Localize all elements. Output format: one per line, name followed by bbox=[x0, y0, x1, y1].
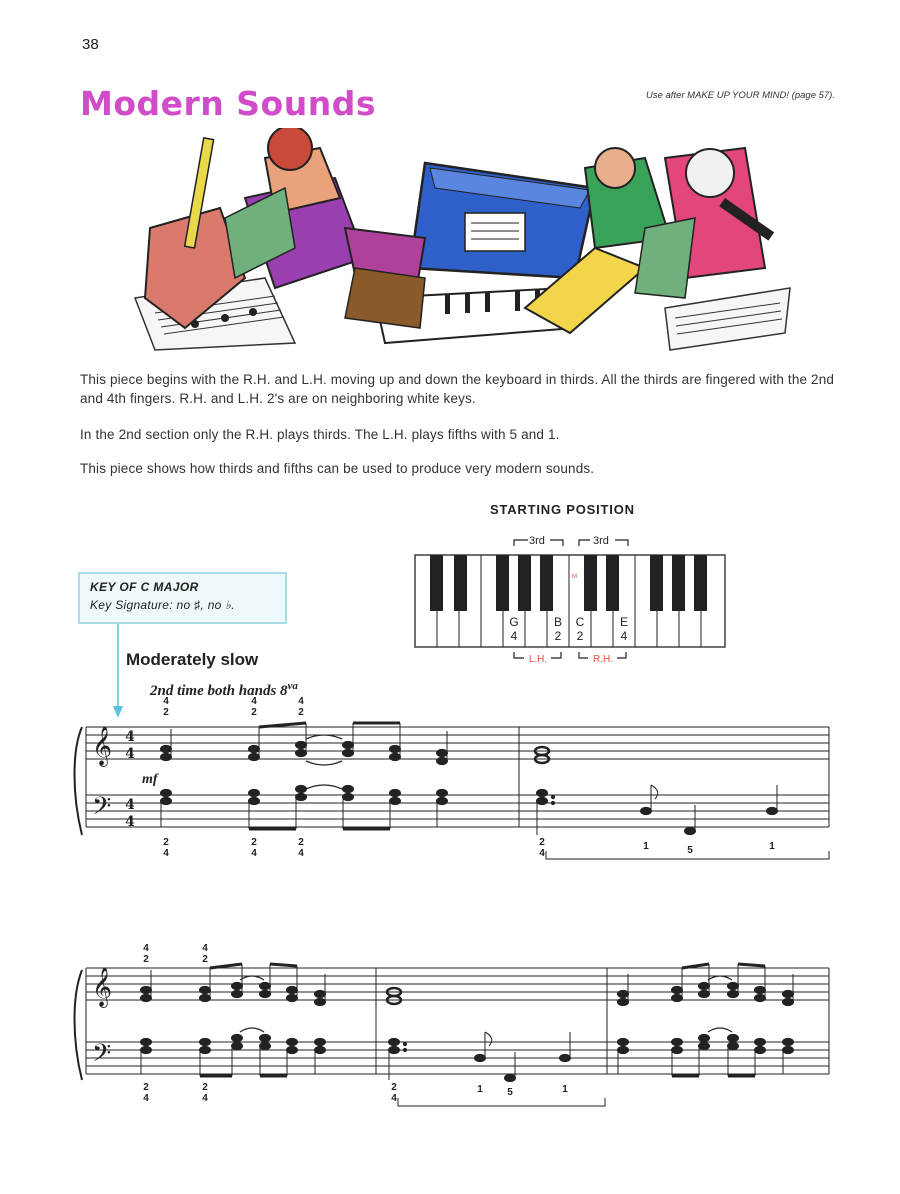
starting-position-keyboard bbox=[410, 530, 730, 670]
fingering-lh-bottom-1: 4 bbox=[163, 848, 169, 859]
key-note-c: C bbox=[575, 615, 585, 629]
s2-fingering-rh-top-2: 4 bbox=[202, 943, 208, 954]
music-system-2 bbox=[72, 940, 834, 1112]
fingering-lh-fifth-3: 1 bbox=[769, 841, 775, 852]
key-note-b: B bbox=[553, 615, 563, 629]
s2-fingering-rh-top-1: 4 bbox=[143, 943, 149, 954]
hand-label-left: L.H. bbox=[528, 654, 548, 665]
s2-fingering-lh-top-2: 2 bbox=[202, 1082, 208, 1093]
interval-label-rh: 3rd bbox=[593, 535, 609, 547]
key-finger-c: 2 bbox=[576, 629, 584, 643]
intro-paragraph-2: In the 2nd section only the R.H. plays thirds. The L.H. plays fifths with 5 and 1. bbox=[80, 427, 560, 442]
s2-fingering-rh-bottom-2: 2 bbox=[202, 954, 208, 965]
key-note-e: E bbox=[619, 615, 629, 629]
time-signature-treble-top: 4 bbox=[125, 729, 135, 745]
s2-fingering-lh-fifth-3: 1 bbox=[562, 1084, 568, 1095]
musicians-illustration bbox=[125, 128, 795, 353]
fingering-lh-fifth-1: 1 bbox=[643, 841, 649, 852]
starting-position-label: STARTING POSITION bbox=[490, 502, 635, 517]
fingering-rh-top-1: 4 bbox=[163, 696, 169, 707]
dynamic-marking: mf bbox=[142, 772, 158, 787]
bass-clef-icon: 𝄢 bbox=[92, 792, 112, 827]
fingering-lh-top-2: 2 bbox=[251, 837, 257, 848]
key-signature-box bbox=[78, 572, 287, 624]
page-title: Modern Sounds bbox=[80, 84, 376, 123]
fingering-lh-top-4: 2 bbox=[539, 837, 545, 848]
fingering-rh-top-3: 4 bbox=[298, 696, 304, 707]
performance-note-text: 2nd time both hands 8 bbox=[150, 683, 288, 699]
fingering-lh-bottom-2: 4 bbox=[251, 848, 257, 859]
key-finger-e: 4 bbox=[620, 629, 628, 643]
treble-clef-icon: 𝄞 bbox=[92, 726, 113, 766]
fingering-lh-top-1: 2 bbox=[163, 837, 169, 848]
intro-paragraph-3: This piece shows how thirds and fifths can be used to produce very modern sounds. bbox=[80, 461, 595, 476]
fingering-lh-top-3: 2 bbox=[298, 837, 304, 848]
time-signature-bass-bottom: 4 bbox=[125, 814, 135, 830]
s2-fingering-lh-fifth-2: 5 bbox=[507, 1087, 513, 1098]
key-signature-text: Key Signature: no ♯, no ♭. bbox=[90, 598, 235, 612]
time-signature-bass-top: 4 bbox=[125, 797, 135, 813]
s2-fingering-lh-top-3: 2 bbox=[391, 1082, 397, 1093]
key-finger-g: 4 bbox=[510, 629, 518, 643]
fingering-lh-bottom-4: 4 bbox=[539, 848, 545, 859]
intro-paragraph-1: This piece begins with the R.H. and L.H. moving up and down the keyboard in thirds. All the thirds are fingered with the 2nd and 4th fingers. R.H. and L.H. 2's are on neighboring white keys. bbox=[80, 372, 835, 406]
s2-fingering-lh-bottom-3: 4 bbox=[391, 1093, 397, 1104]
key-note-g: G bbox=[509, 615, 519, 629]
middle-c-marker: M bbox=[572, 574, 577, 580]
s2-treble-clef-icon: 𝄞 bbox=[92, 967, 113, 1007]
s2-fingering-lh-top-1: 2 bbox=[143, 1082, 149, 1093]
fingering-rh-top-2: 4 bbox=[251, 696, 257, 707]
tempo-marking: Moderately slow bbox=[126, 650, 259, 669]
fingering-rh-bottom-3: 2 bbox=[298, 707, 304, 718]
s2-fingering-lh-bottom-1: 4 bbox=[143, 1093, 149, 1104]
interval-label-lh: 3rd bbox=[529, 535, 545, 547]
fingering-lh-fifth-2: 5 bbox=[687, 845, 693, 856]
s2-fingering-lh-bottom-2: 4 bbox=[202, 1093, 208, 1104]
music-system-1 bbox=[72, 695, 834, 865]
fingering-rh-bottom-1: 2 bbox=[163, 707, 169, 718]
s2-fingering-lh-fifth-1: 1 bbox=[477, 1084, 483, 1095]
key-title: KEY OF C MAJOR bbox=[90, 580, 199, 594]
s2-fingering-rh-bottom-1: 2 bbox=[143, 954, 149, 965]
performance-note-sup: va bbox=[287, 680, 298, 692]
key-finger-b: 2 bbox=[554, 629, 562, 643]
fingering-lh-bottom-3: 4 bbox=[298, 848, 304, 859]
hand-label-right: R.H. bbox=[593, 654, 613, 665]
s2-bass-clef-icon: 𝄢 bbox=[92, 1039, 112, 1074]
use-after-note: Use after MAKE UP YOUR MIND! (page 57). bbox=[645, 90, 835, 101]
fingering-rh-bottom-2: 2 bbox=[251, 707, 257, 718]
time-signature-treble-bottom: 4 bbox=[125, 746, 135, 762]
page-number: 38 bbox=[82, 36, 99, 53]
